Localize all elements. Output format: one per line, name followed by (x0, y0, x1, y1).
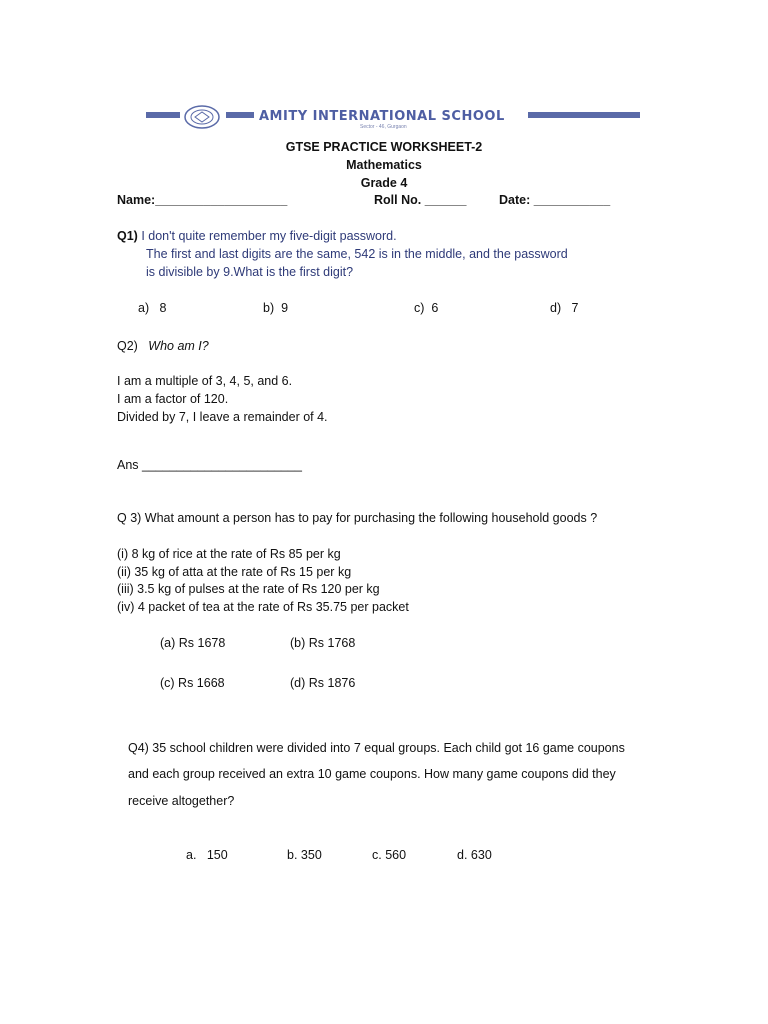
roll-no-field: Roll No. ______ (374, 193, 467, 207)
q4-option-c-key: c. (372, 848, 382, 862)
q2-clue-1: I am a multiple of 3, 4, 5, and 6. (117, 374, 293, 388)
q1-label: Q1) (117, 229, 138, 243)
q3-option-d: (d) Rs 1876 (290, 676, 356, 690)
q4-option-b-value: 350 (300, 848, 322, 862)
q4-line3: receive altogether? (128, 794, 235, 808)
name-field: Name:___________________ (117, 193, 288, 207)
q3-option-c: (c) Rs 1668 (160, 676, 225, 690)
q1-option-c (414, 301, 438, 315)
q1-line3: is divisible by 9.What is the first digit? (146, 265, 354, 279)
q4-option-c (372, 848, 406, 862)
q3-item-2: (ii) 35 kg of atta at the rate of Rs 15 per kg (117, 565, 352, 579)
q4-line2: and each group received an extra 10 game coupons. How many game coupons did they (128, 767, 616, 781)
school-name: AMITY INTERNATIONAL SCHOOL (259, 109, 505, 124)
q2-clue-3: Divided by 7, I leave a remainder of 4. (117, 410, 328, 424)
subject-title: Mathematics (346, 158, 422, 172)
date-field: Date: ___________ (499, 193, 611, 207)
q4-option-b (287, 848, 322, 862)
q1-text-1: I don't quite remember my five-digit password. (137, 229, 397, 243)
q3-option-a: (a) Rs 1678 (160, 636, 226, 650)
q1-option-c-value: 6 (431, 301, 439, 315)
q4-option-a (186, 848, 228, 862)
q1-option-b-key: b) (263, 301, 275, 315)
q3-item-3: (iii) 3.5 kg of pulses at the rate of Rs 120 per kg (117, 582, 380, 596)
q1-line2: The first and last digits are the same, 542 is in the middle, and the password (146, 247, 568, 261)
q4-option-b-key: b. (287, 848, 298, 862)
q1-option-b-value: 9 (281, 301, 289, 315)
q4-option-d-value: 630 (470, 848, 492, 862)
q3-question: Q 3) What amount a person has to pay for purchasing the following household goods ? (117, 511, 598, 525)
q2-heading (117, 339, 209, 353)
q4-option-c-value: 560 (385, 848, 407, 862)
q4-line1: Q4) 35 school children were divided into 7 equal groups. Each child got 16 game coupons (128, 741, 625, 755)
q1-option-a-key: a) (138, 301, 150, 315)
q2-prompt: Who am I? (148, 339, 209, 353)
q2-label: Q2) (117, 339, 138, 353)
banner-bar-right (528, 112, 640, 118)
q1-option-a (138, 301, 167, 315)
q1-option-d (550, 301, 579, 315)
q1-option-c-key: c) (414, 301, 425, 315)
q4-option-a-value: 150 (206, 848, 228, 862)
school-address: Sector - 46, Gurgaon (360, 124, 407, 130)
q3-item-4: (iv) 4 packet of tea at the rate of Rs 35.75 per packet (117, 600, 409, 614)
q4-option-d-key: d. (457, 848, 468, 862)
q2-answer-line: Ans _______________________ (117, 458, 302, 472)
q2-clue-2: I am a factor of 120. (117, 392, 229, 406)
q1-line1 (117, 229, 397, 243)
q4-option-a-key: a. (186, 848, 197, 862)
q1-option-a-value: 8 (159, 301, 167, 315)
grade-title: Grade 4 (360, 176, 408, 190)
q1-option-b (263, 301, 288, 315)
q1-option-d-value: 7 (571, 301, 579, 315)
q3-option-b: (b) Rs 1768 (290, 636, 356, 650)
school-crest-icon (182, 104, 222, 130)
worksheet-title: GTSE PRACTICE WORKSHEET-2 (285, 140, 483, 154)
q4-option-d (457, 848, 492, 862)
banner-bar-mid (226, 112, 254, 118)
q3-item-1: (i) 8 kg of rice at the rate of Rs 85 per kg (117, 547, 341, 561)
banner-bar-left (146, 112, 180, 118)
q1-option-d-key: d) (550, 301, 562, 315)
